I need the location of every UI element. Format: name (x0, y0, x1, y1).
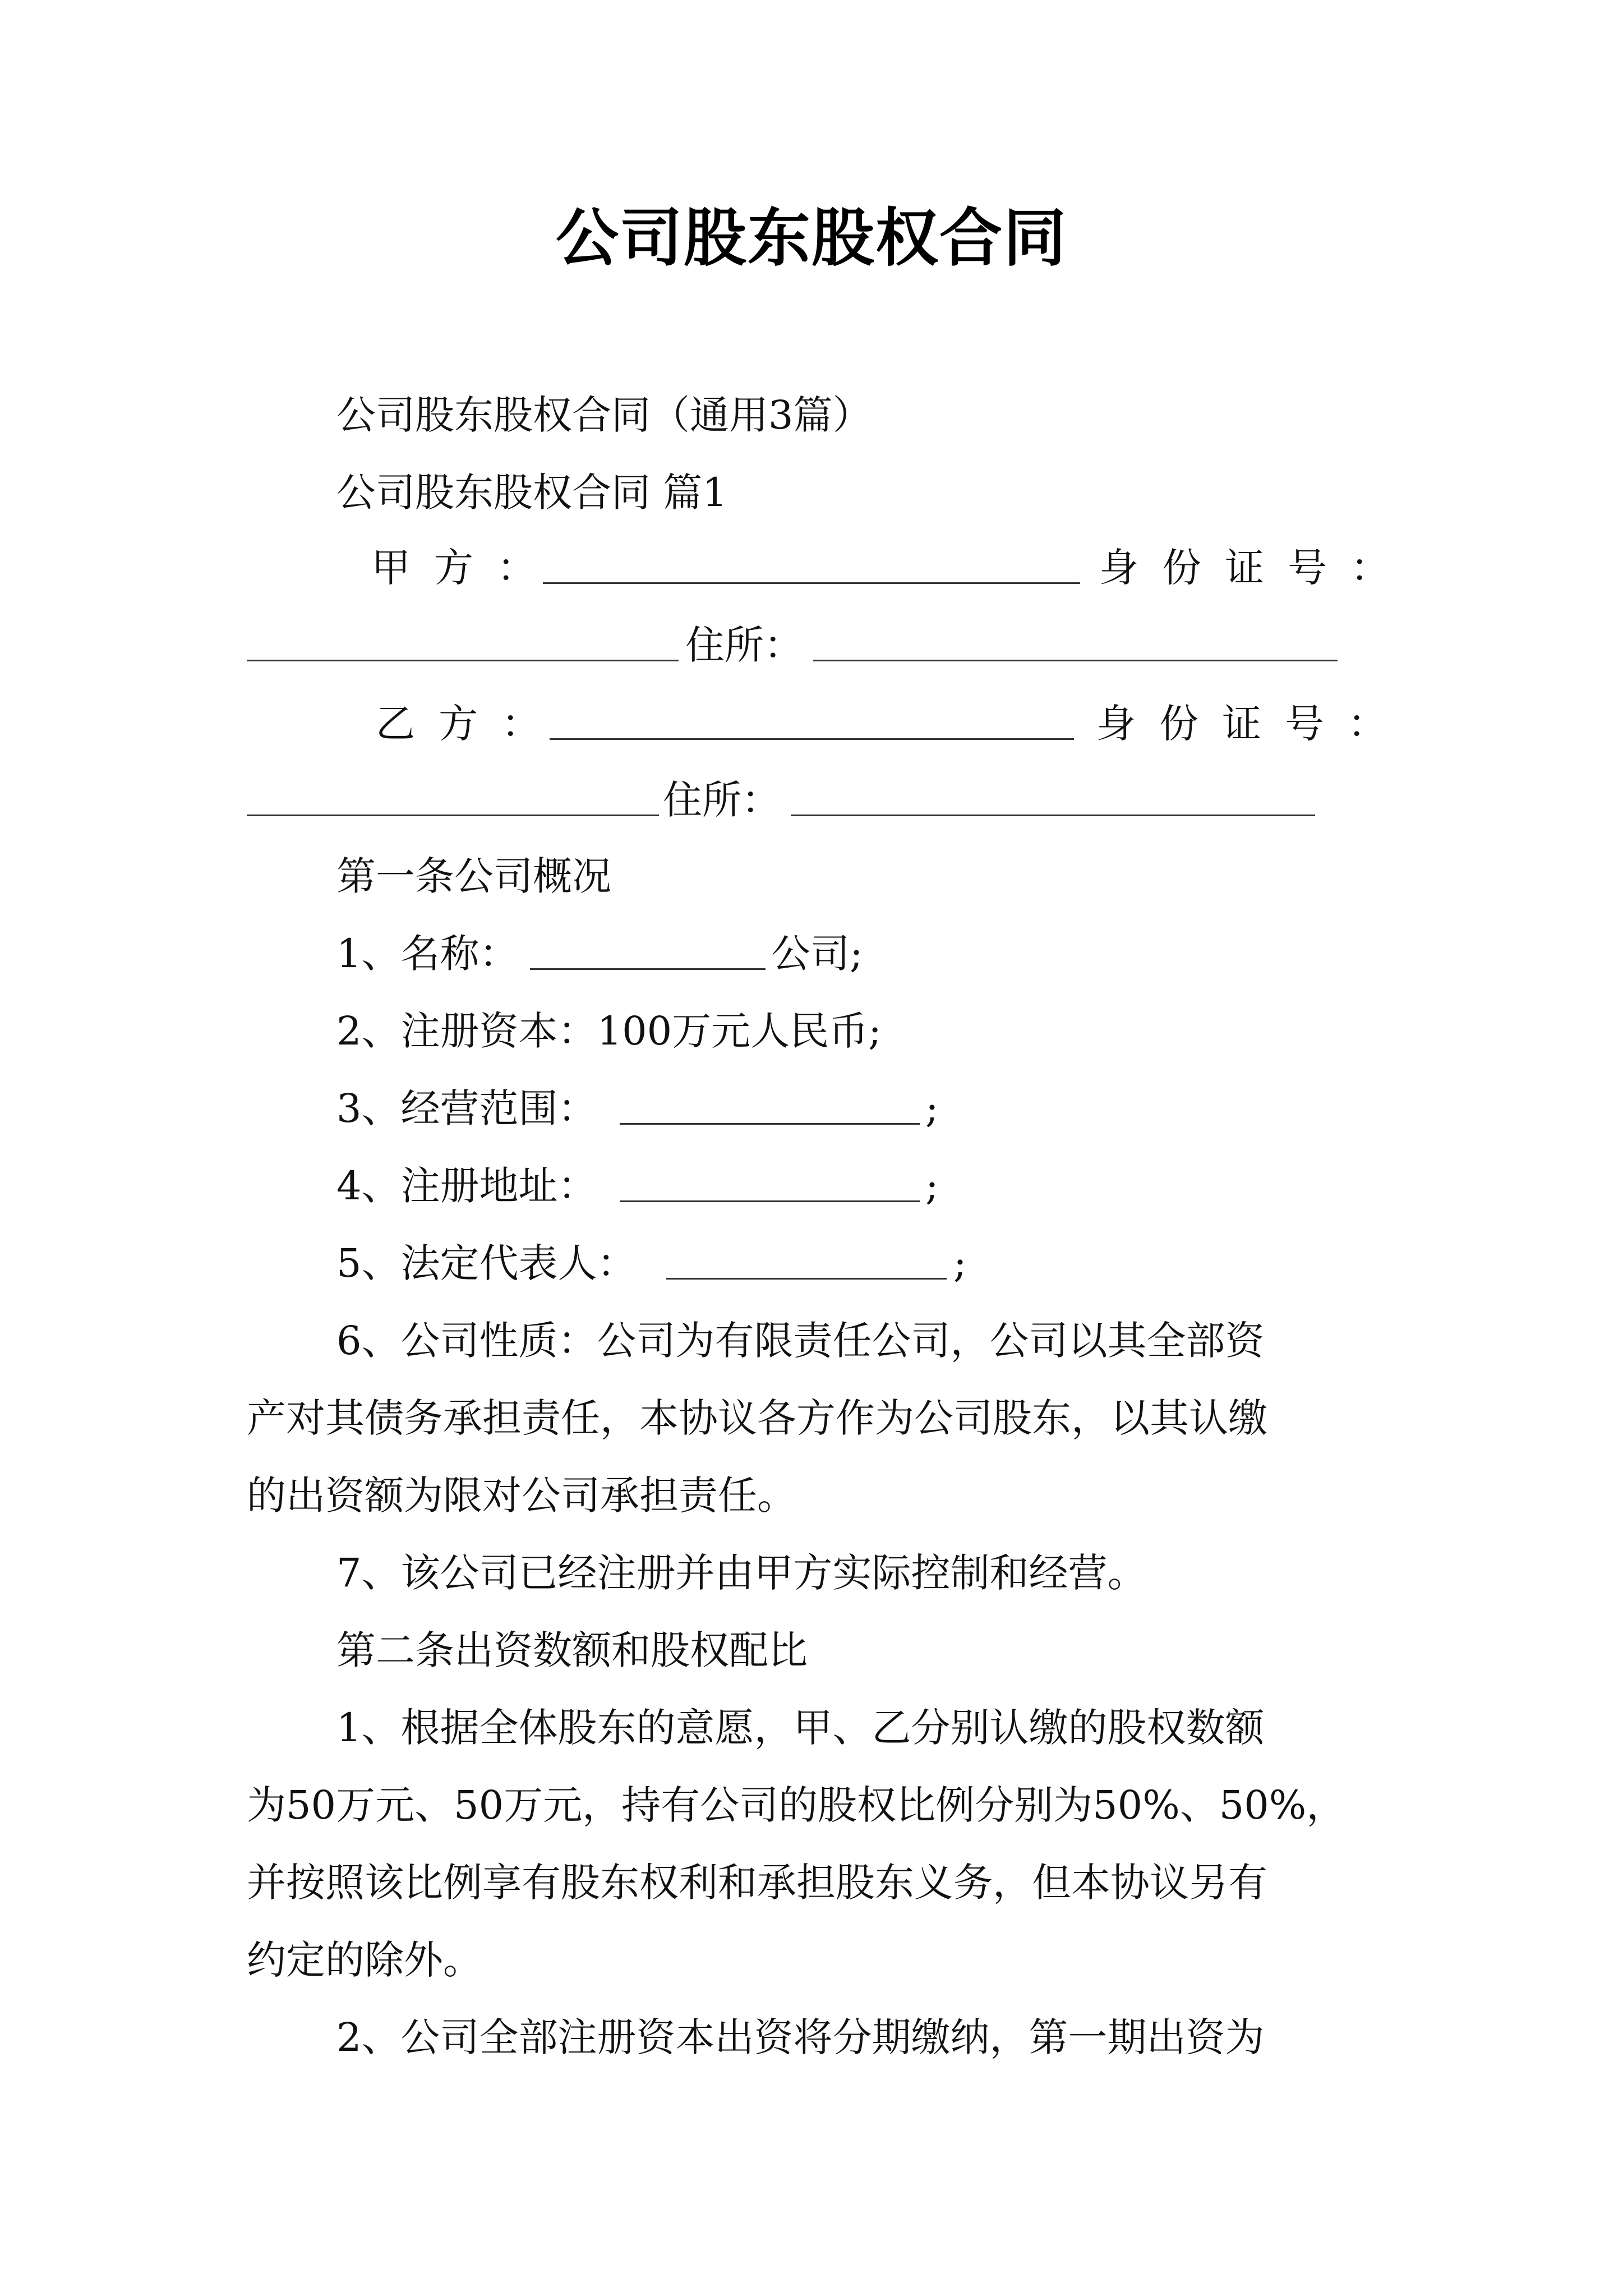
article1-item6-line2: 产对其债务承担责任，本协议各方作为公司股东，以其认缴 (247, 1395, 1267, 1441)
article1-item1-suffix: 公司; (771, 931, 863, 977)
party-a-label: 甲方： (371, 545, 560, 591)
party-a-name-blank (543, 550, 1080, 584)
article1-item6-line1: 6、公司性质：公司为有限责任公司，公司以其全部资 (336, 1318, 1265, 1364)
article2-item1-line2: 为50万元、50万元，持有公司的股权比例分别为50%、50%， (247, 1782, 1346, 1828)
party-b-address-label: 住所： (663, 777, 781, 823)
article1-item5-suffix: ; (953, 1240, 967, 1286)
article1-item6-line3: 的出资额为限对公司承担责任。 (247, 1473, 796, 1519)
article2-item1-line4: 约定的除外。 (247, 1937, 482, 1983)
party-b-id-label: 身份证号： (1096, 701, 1410, 747)
party-b-id-blank (247, 782, 659, 816)
article1-item7: 7、该公司已经注册并由甲方实际控制和经营。 (336, 1550, 1147, 1596)
party-a-address-label: 住所： (685, 622, 803, 668)
party-a-address-blank (813, 627, 1338, 661)
article2-item1-line3: 并按照该比例享有股东权利和承担股东义务，但本协议另有 (247, 1860, 1267, 1906)
legal-representative-blank (666, 1245, 947, 1280)
article1-item2: 2、注册资本：100万元人民币; (336, 1008, 882, 1054)
article2-item1-line1: 1、根据全体股东的意愿，甲、乙分别认缴的股权数额 (336, 1705, 1265, 1751)
party-a-id-blank (247, 627, 679, 661)
article1-item1-prefix: 1、名称： (336, 931, 519, 977)
article2-item2-line1: 2、公司全部注册资本出资将分期缴纳，第一期出资为 (336, 2014, 1265, 2060)
party-b-address-blank (791, 782, 1315, 816)
document-subtitle: 公司股东股权合同（通用3篇） (336, 392, 872, 438)
article1-heading: 第一条公司概况 (336, 853, 611, 899)
registered-address-blank (620, 1168, 920, 1202)
party-b-name-blank (550, 706, 1074, 740)
company-name-blank (530, 936, 766, 970)
party-a-id-label: 身份证号： (1099, 545, 1413, 591)
article1-item4-prefix: 4、注册地址： (336, 1163, 597, 1209)
article1-item3-suffix: ; (925, 1085, 939, 1131)
section-heading: 公司股东股权合同 篇1 (336, 470, 727, 516)
article1-item3-prefix: 3、经营范围： (336, 1085, 597, 1131)
article1-item4-suffix: ; (925, 1163, 939, 1209)
article1-item5-prefix: 5、法定代表人： (336, 1240, 637, 1286)
business-scope-blank (620, 1091, 920, 1125)
article2-heading: 第二条出资数额和股权配比 (336, 1627, 808, 1673)
document-title: 公司股东股权合同 (556, 201, 1067, 275)
party-b-label: 乙方： (376, 701, 564, 747)
